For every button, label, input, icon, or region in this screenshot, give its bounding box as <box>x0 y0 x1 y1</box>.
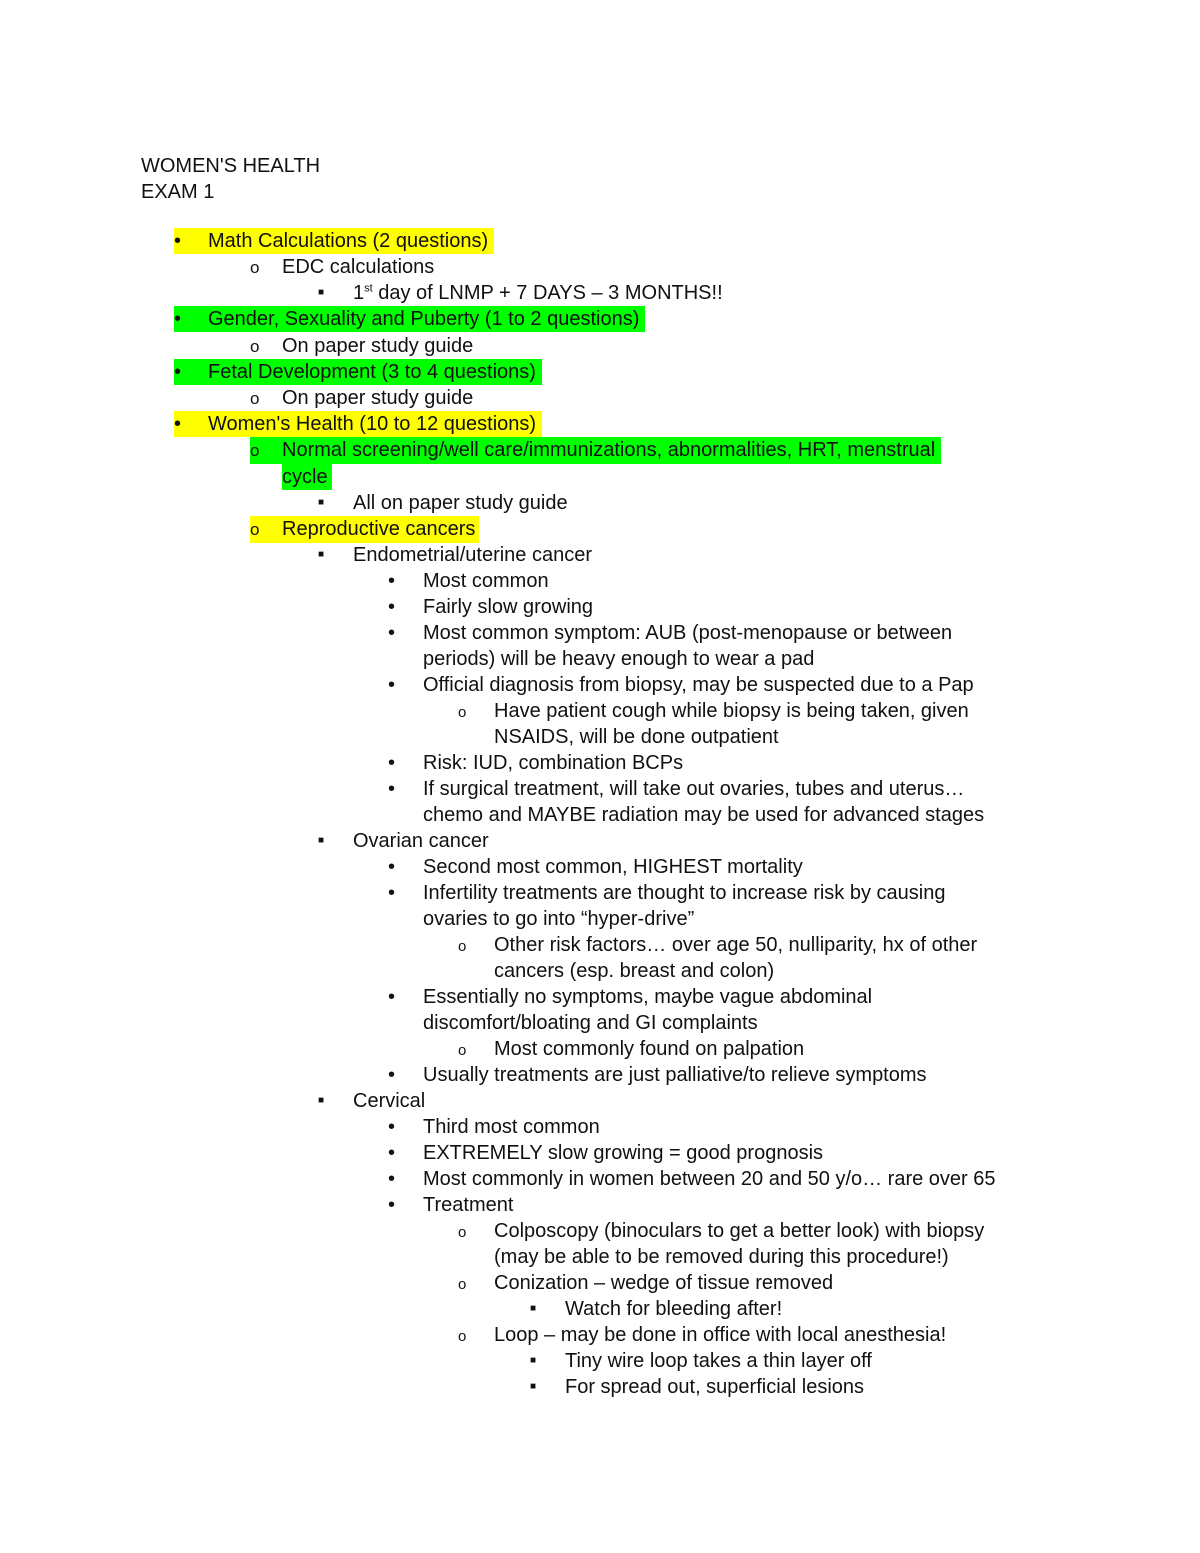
circle-bullet-icon: o <box>458 938 467 955</box>
circle-bullet-icon: o <box>458 704 467 721</box>
list-item <box>388 1192 513 1218</box>
list-item <box>318 280 723 306</box>
list-item <box>250 333 473 360</box>
list-item <box>318 1088 425 1114</box>
list-item <box>250 254 434 281</box>
list-item <box>318 828 489 854</box>
list-item <box>458 932 977 960</box>
list-item-continuation: periods) will be heavy enough to wear a pad <box>423 648 815 670</box>
outline-item-gender <box>174 306 645 332</box>
list-item <box>530 1348 872 1374</box>
bullet-icon: • <box>388 1142 396 1164</box>
list-item-text: On paper study guide <box>282 387 474 409</box>
bullet-icon: • <box>388 1116 396 1138</box>
list-item-text: If surgical treatment, will take out ovaries, tubes and uterus… <box>423 778 965 800</box>
square-bullet-icon: ■ <box>318 287 325 298</box>
superscript: st <box>364 282 373 295</box>
bullet-icon: • <box>388 986 396 1008</box>
list-item-text: Colposcopy (binoculars to get a better look) with biopsy <box>494 1220 985 1242</box>
document-subtitle: EXAM 1 <box>141 181 215 203</box>
circle-bullet-icon: o <box>458 1224 467 1241</box>
list-item-text: Other risk factors… over age 50, nulliparity, hx of other <box>494 934 978 956</box>
list-item-continuation: chemo and MAYBE radiation may be used for advanced stages <box>423 804 985 826</box>
square-bullet-icon: ■ <box>530 1303 537 1314</box>
list-item-continuation: cycle <box>282 464 332 490</box>
list-item-text: Official diagnosis from biopsy, may be suspected due to a Pap <box>423 674 974 696</box>
list-item-text: Have patient cough while biopsy is being taken, given <box>494 700 969 722</box>
list-item <box>388 776 964 802</box>
square-bullet-icon: ■ <box>318 549 325 560</box>
circle-bullet-icon: o <box>250 520 260 539</box>
outline-item-math <box>174 228 494 254</box>
bullet-icon: • <box>388 1168 396 1190</box>
list-item-text: Loop – may be done in office with local anesthesia! <box>494 1324 947 1346</box>
list-item-text: Reproductive cancers <box>282 518 476 540</box>
list-item-text: All on paper study guide <box>353 492 568 514</box>
list-item-continuation: ovaries to go into “hyper-drive” <box>423 908 695 930</box>
bullet-icon: • <box>174 308 182 330</box>
bullet-icon: • <box>388 622 396 644</box>
list-item <box>318 542 592 568</box>
list-item-text: For spread out, superficial lesions <box>565 1376 865 1398</box>
list-item-text: Second most common, HIGHEST mortality <box>423 856 803 878</box>
bullet-icon: • <box>388 674 396 696</box>
document-title: WOMEN'S HEALTH <box>141 155 321 177</box>
list-item <box>388 984 872 1010</box>
list-item-text: Fairly slow growing <box>423 596 594 618</box>
square-bullet-icon: ■ <box>318 1095 325 1106</box>
bullet-icon: • <box>388 596 396 618</box>
list-item-text: Tiny wire loop takes a thin layer off <box>565 1350 872 1372</box>
list-item <box>388 750 683 776</box>
list-item <box>250 437 941 464</box>
list-item-text: EDC calculations <box>282 256 435 278</box>
list-item-continuation: (may be able to be removed during this procedure!) <box>494 1246 949 1268</box>
square-bullet-icon: ■ <box>530 1355 537 1366</box>
list-item-text: Most common <box>423 570 549 592</box>
circle-bullet-icon: o <box>458 1276 467 1293</box>
list-item-text: Watch for bleeding after! <box>565 1298 783 1320</box>
bullet-icon: • <box>388 1064 396 1086</box>
circle-bullet-icon: o <box>458 1042 467 1059</box>
list-item <box>388 854 803 880</box>
bullet-icon: • <box>388 570 396 592</box>
bullet-icon: • <box>388 1194 396 1216</box>
circle-bullet-icon: o <box>250 441 260 460</box>
list-item-text: Ovarian cancer <box>353 830 489 852</box>
list-item-text: Essentially no symptoms, maybe vague abdominal <box>423 986 873 1008</box>
square-bullet-icon: ■ <box>530 1381 537 1392</box>
outline-label: Math Calculations (2 questions) <box>208 230 489 252</box>
square-bullet-icon: ■ <box>318 497 325 508</box>
list-item-continuation: cancers (esp. breast and colon) <box>494 960 775 982</box>
square-bullet-icon: ■ <box>318 835 325 846</box>
list-item <box>388 1114 600 1140</box>
list-item <box>458 1036 804 1064</box>
bullet-icon: • <box>388 752 396 774</box>
list-item-text: Most commonly in women between 20 and 50 y/o… rare over 65 <box>423 1168 996 1190</box>
list-item-text: Endometrial/uterine cancer <box>353 544 593 566</box>
list-item <box>318 490 568 516</box>
list-item <box>388 1062 927 1088</box>
list-item-text: EXTREMELY slow growing = good prognosis <box>423 1142 824 1164</box>
outline-label: Gender, Sexuality and Puberty (1 to 2 questions) <box>208 308 640 330</box>
list-item <box>458 698 969 726</box>
list-item <box>388 672 974 698</box>
list-item-text: Normal screening/well care/immunizations, abnormalities, HRT, menstrual <box>282 439 936 461</box>
circle-bullet-icon: o <box>458 1328 467 1345</box>
outline-item-fetal <box>174 359 542 385</box>
list-item <box>388 1140 823 1166</box>
list-item-text: On paper study guide <box>282 335 474 357</box>
list-item <box>388 880 945 906</box>
list-item <box>530 1374 864 1400</box>
circle-bullet-icon: o <box>250 337 260 356</box>
bullet-icon: • <box>388 856 396 878</box>
list-item-text: Conization – wedge of tissue removed <box>494 1272 834 1294</box>
bullet-icon: • <box>174 230 182 252</box>
outline-label: Women's Health (10 to 12 questions) <box>208 413 537 435</box>
bullet-icon: • <box>174 361 182 383</box>
list-item-text: day of LNMP + 7 DAYS – 3 MONTHS!! <box>372 282 723 304</box>
list-item <box>388 568 549 594</box>
circle-bullet-icon: o <box>250 389 260 408</box>
bullet-icon: • <box>174 413 182 435</box>
list-item-text: Most commonly found on palpation <box>494 1038 805 1060</box>
list-item-text: 1 <box>353 282 365 304</box>
list-item <box>388 1166 996 1192</box>
list-item-text: Risk: IUD, combination BCPs <box>423 752 684 774</box>
list-item-text: Cervical <box>353 1090 426 1112</box>
list-item-text: Most common symptom: AUB (post-menopause or between <box>423 622 953 644</box>
bullet-icon: • <box>388 882 396 904</box>
list-item-continuation: discomfort/bloating and GI complaints <box>423 1012 758 1034</box>
list-item <box>388 620 952 646</box>
outline-item-womens-health <box>174 411 542 437</box>
bullet-icon: • <box>388 778 396 800</box>
list-item-text: Third most common <box>423 1116 600 1138</box>
circle-bullet-icon: o <box>250 258 260 277</box>
list-item-text: Treatment <box>423 1194 514 1216</box>
list-item-continuation: NSAIDS, will be done outpatient <box>494 726 779 748</box>
list-item <box>458 1218 984 1246</box>
list-item <box>250 385 473 412</box>
list-item <box>458 1322 946 1350</box>
list-item <box>458 1270 833 1298</box>
list-item-text: Usually treatments are just palliative/to relieve symptoms <box>423 1064 927 1086</box>
outline-label: Fetal Development (3 to 4 questions) <box>208 361 536 383</box>
list-item <box>388 594 593 620</box>
list-item <box>250 516 479 543</box>
list-item <box>530 1296 782 1322</box>
list-item-text: Infertility treatments are thought to increase risk by causing <box>423 882 946 904</box>
